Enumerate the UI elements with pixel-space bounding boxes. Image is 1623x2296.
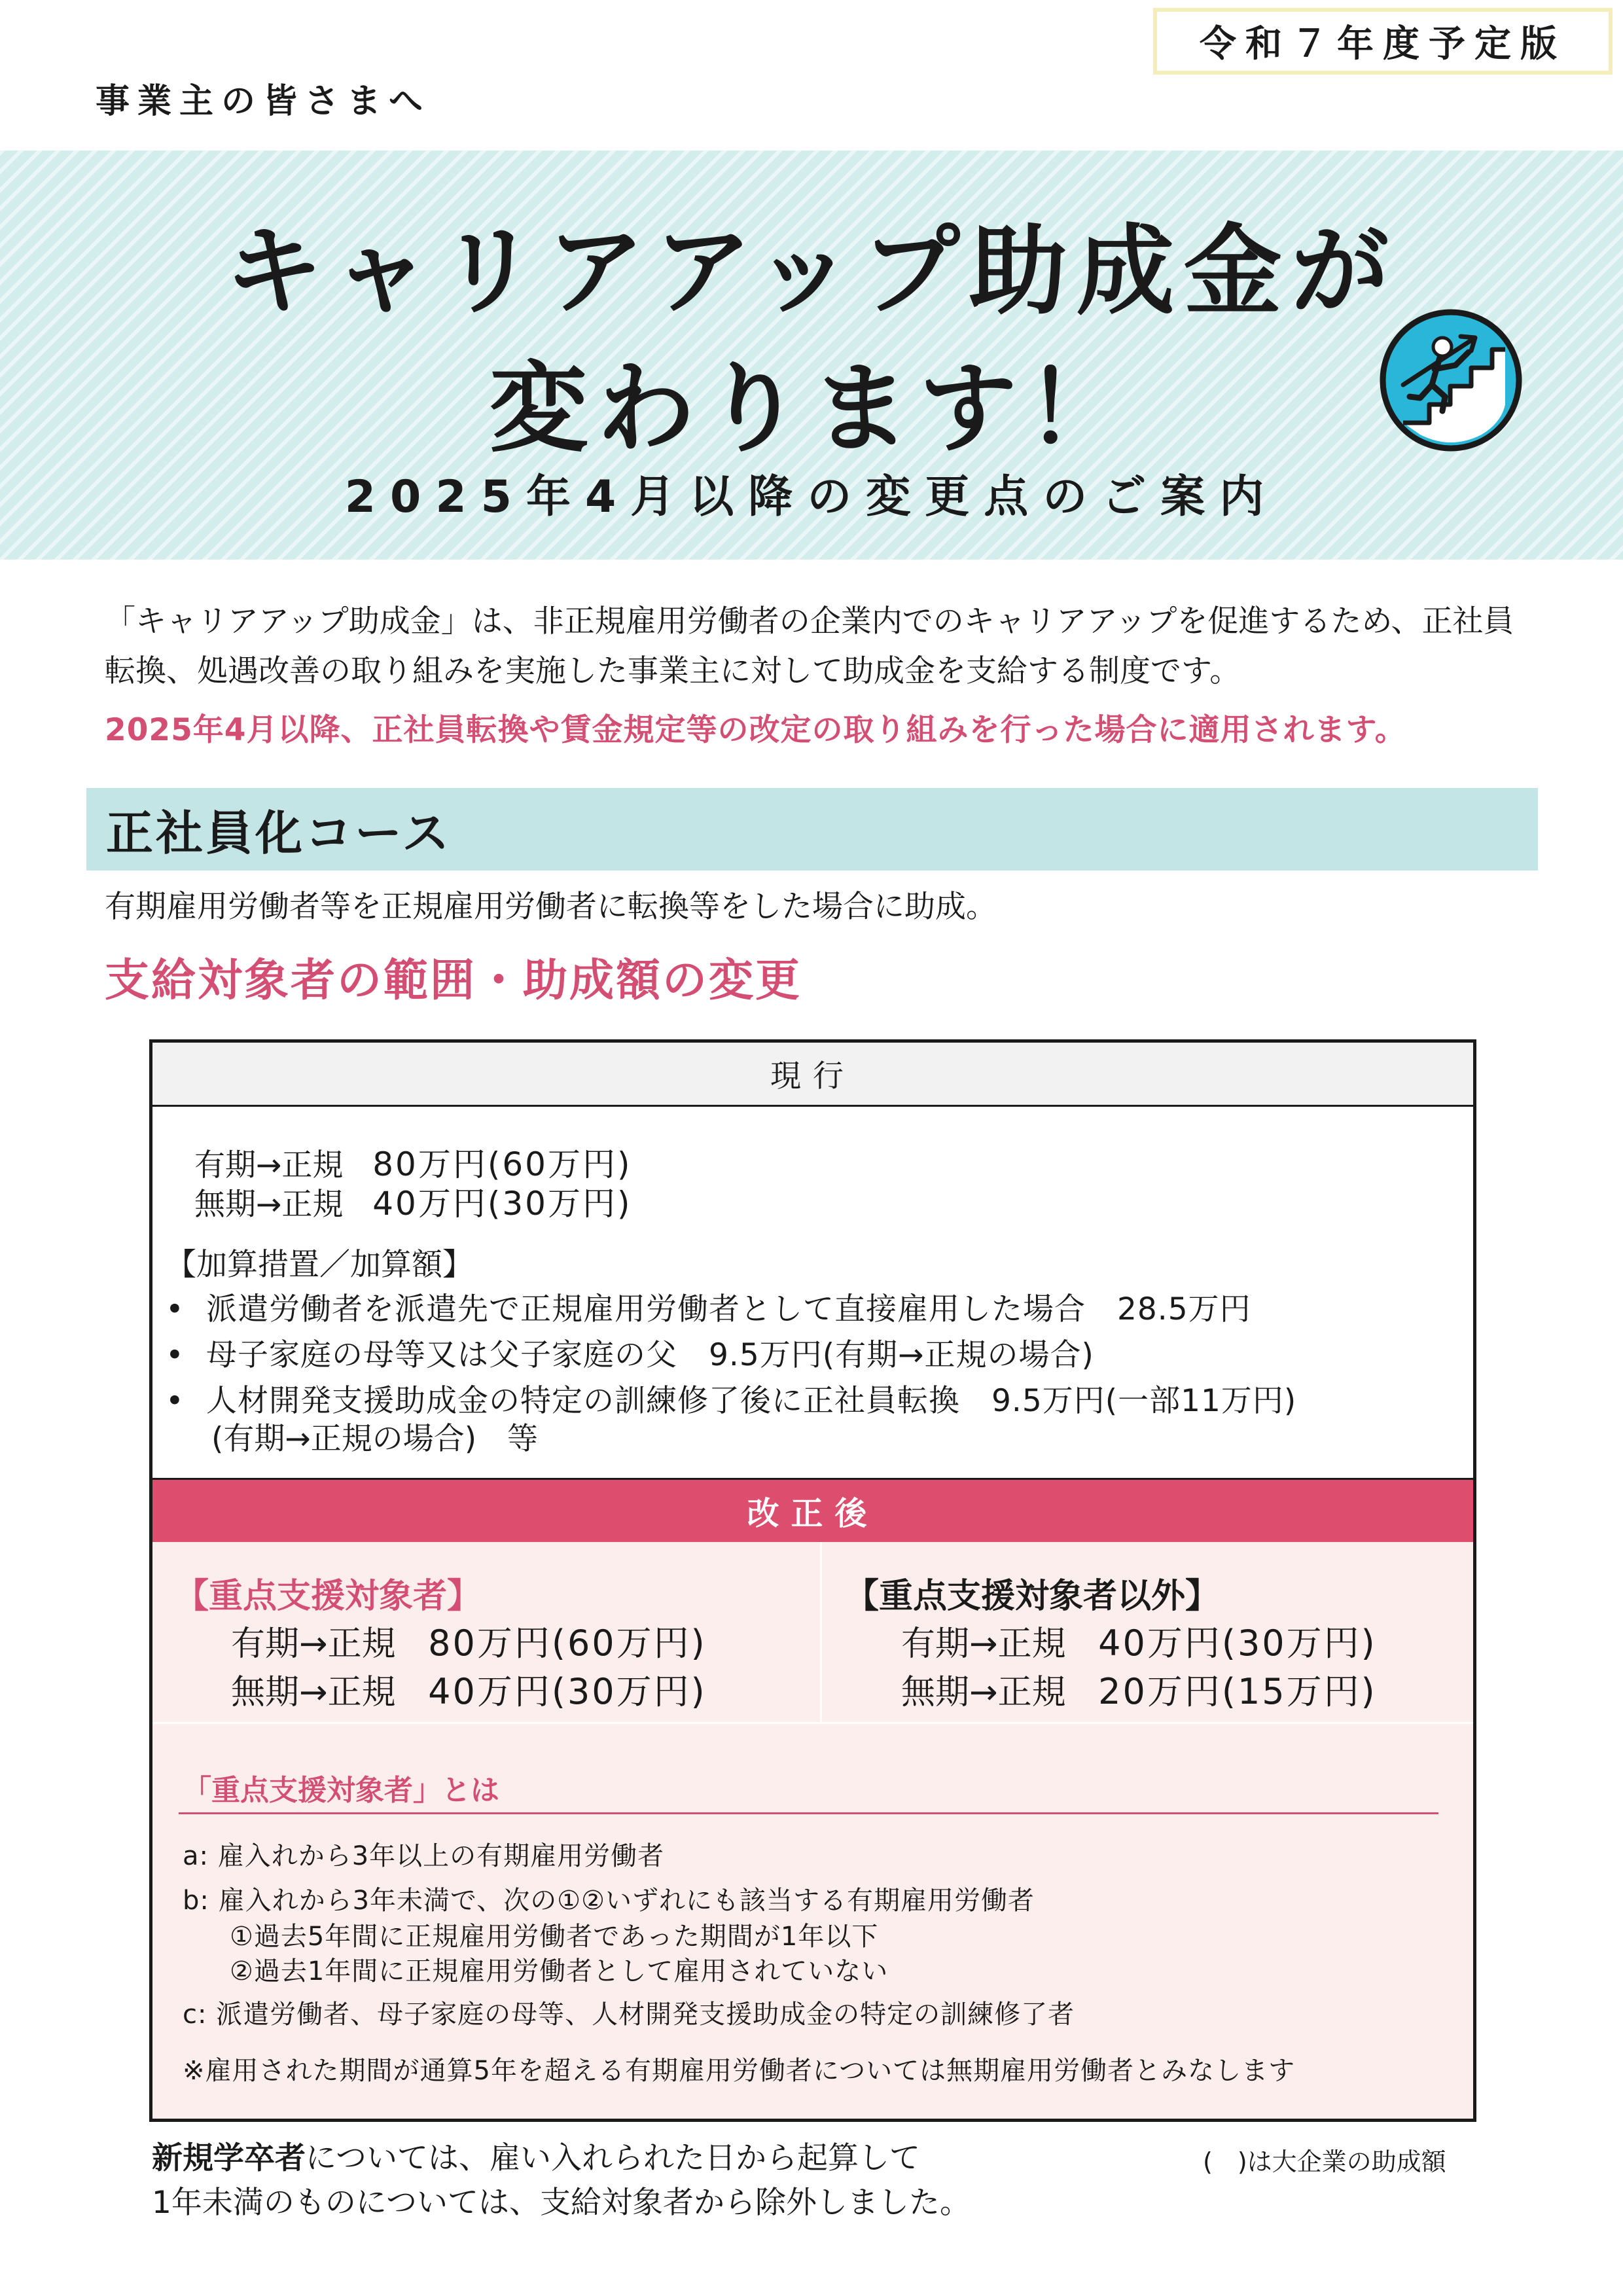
- footer-line-1-rest: については、雇い入れられた日から起算して: [306, 2140, 921, 2176]
- current-amount-value: 80万円(60万円): [372, 1145, 632, 1183]
- priority-amount-label: 無期→正規: [231, 1673, 396, 1712]
- footer-text: [152, 2136, 971, 2225]
- priority-group-title: 【重点支援対象者】: [175, 1577, 482, 1616]
- definition-sub-item: ②過去1年間に正規雇用労働者として雇用されていない: [230, 1956, 889, 1986]
- change-heading: 支給対象者の範囲・助成額の変更: [105, 955, 802, 1007]
- non-priority-amount-value: 40万円(30万円): [1098, 1623, 1377, 1664]
- title-line-1: キャリアアップ助成金が: [224, 215, 1399, 329]
- non-priority-amount-line: [901, 1664, 1377, 1714]
- definition-item: b: 雇入れから3年未満で、次の①②いずれにも該当する有期雇用労働者: [183, 1886, 1035, 1916]
- course-description: 有期雇用労働者等を正規雇用労働者に転換等をした場合に助成。: [105, 889, 997, 925]
- page-subtitle: 2025年4月以降の変更点のご案内: [344, 471, 1279, 523]
- non-priority-amount-line: [901, 1615, 1377, 1666]
- priority-amount-value: 40万円(30万円): [428, 1671, 707, 1712]
- addressee-text: 事業主の皆さまへ: [96, 82, 431, 121]
- priority-amount-line: [231, 1615, 707, 1666]
- addon-item: [166, 1376, 1296, 1420]
- addon-text: 派遣労働者を派遣先で正規雇用労働者として直接雇用した場合 28.5万円: [206, 1291, 1251, 1327]
- definition-item: a: 雇入れから3年以上の有期雇用労働者: [183, 1841, 665, 1871]
- footer-bold-lead: 新規学卒者: [152, 2140, 306, 2176]
- subsidy-comparison-table: [149, 1039, 1476, 2122]
- addon-text: 母子家庭の母等又は父子家庭の父 9.5万円(有期→正規の場合): [206, 1337, 1094, 1373]
- priority-amount-line: [231, 1664, 707, 1714]
- current-amount-label: 有期→正規: [194, 1147, 344, 1183]
- revised-section-header: 改正後: [152, 1478, 1473, 1542]
- title-line-2: 変わります！: [489, 352, 1133, 466]
- row-divider: [152, 1722, 1473, 1724]
- effective-date-notice: 2025年4月以降、正社員転換や賃金規定等の改定の取り組みを行った場合に適用されます。: [105, 712, 1406, 748]
- current-section-header: 現行: [152, 1043, 1473, 1107]
- column-divider: [820, 1542, 822, 1722]
- large-company-note: ( )は大企業の助成額: [1203, 2147, 1446, 2176]
- addon-item: [166, 1331, 1094, 1374]
- definition-note: ※雇用された期間が通算5年を超える有期雇用労働者については無期雇用労働者とみなします: [183, 2056, 1296, 2086]
- edition-badge: 令和７年度予定版: [1153, 8, 1613, 75]
- non-priority-group-title: 【重点支援対象者以外】: [845, 1577, 1220, 1616]
- revised-section-body: [152, 1542, 1473, 2119]
- definition-divider: [179, 1812, 1438, 1814]
- intro-paragraph: 「キャリアアップ助成金」は、非正規雇用労働者の企業内でのキャリアアップを促進するため、正社員転換、処遇改善の取り組みを実施した事業主に対して助成金を支給する制度です。: [105, 603, 1514, 689]
- definition-title: 「重点支援対象者」とは: [183, 1774, 499, 1807]
- definition-sub-item: ①過去5年間に正規雇用労働者であった期間が1年以下: [230, 1922, 879, 1952]
- hero-banner: [0, 151, 1623, 560]
- priority-amount-value: 80万円(60万円): [428, 1623, 707, 1664]
- priority-amount-label: 有期→正規: [231, 1624, 396, 1664]
- addon-item: [166, 1285, 1251, 1329]
- bullet-icon: •: [166, 1291, 185, 1327]
- footer-line-1: [152, 2136, 971, 2181]
- current-amount-line: [194, 1177, 632, 1225]
- definition-item: c: 派遣労働者、母子家庭の母等、人材開発支援助成金の特定の訓練修了者: [183, 2000, 1075, 2030]
- bullet-icon: •: [166, 1337, 185, 1373]
- non-priority-amount-value: 20万円(15万円): [1098, 1671, 1377, 1712]
- person-climbing-stairs-icon: [1377, 306, 1525, 454]
- course-title: 正社員化コース: [86, 788, 1538, 870]
- current-amount-value: 40万円(30万円): [372, 1185, 632, 1223]
- current-amount-label: 無期→正規: [194, 1187, 344, 1223]
- addon-title: 【加算措置／加算額】: [166, 1247, 473, 1283]
- non-priority-amount-label: 無期→正規: [901, 1673, 1066, 1712]
- addon-text: 人材開発支援助成金の特定の訓練修了後に正社員転換 9.5万円(一部11万円): [206, 1383, 1297, 1419]
- non-priority-amount-label: 有期→正規: [901, 1624, 1066, 1664]
- addon-continuation: (有期→正規の場合) 等: [211, 1421, 539, 1457]
- footer-line-2: 1年未満のものについては、支給対象者から除外しました。: [152, 2185, 971, 2221]
- bullet-icon: •: [166, 1383, 185, 1419]
